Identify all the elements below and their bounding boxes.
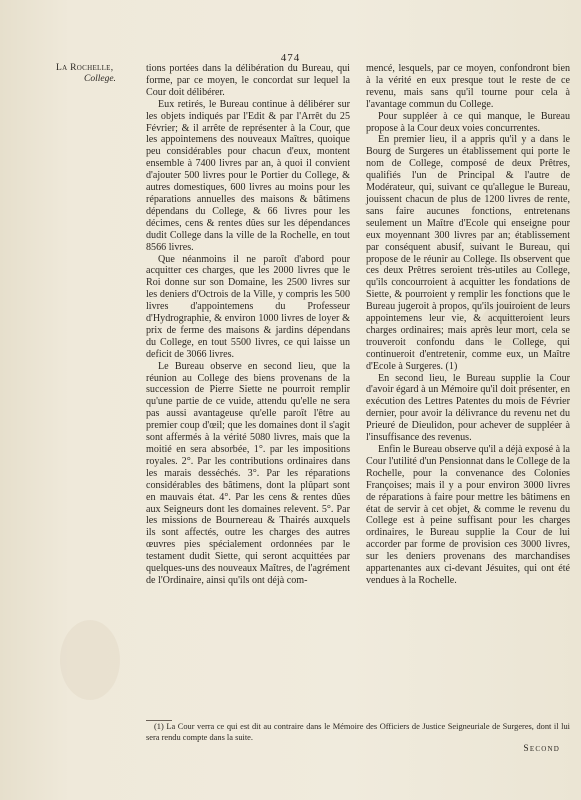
margin-note-subject: College.: [84, 74, 116, 84]
paragraph: Que néanmoins il ne paroît d'abord pour acquitter ces charges, que les 2000 livres que le Roi donne sur son Domaine, les 2500 livres sur les deniers d'Octrois de la Ville, y compris les 500 livres d'appointemens du Professeur d'Hydrographie, & environ 1000 livres de loyer & prix de ferme des maisons & jardins dépendans du College, en tout 5500 livres, ce qui laisse un deficit de 3066 livres.: [146, 253, 350, 360]
paragraph: Enfin le Bureau observe qu'il a déjà exposé à la Cour l'utilité d'un Pensionnat dans le College de la Rochelle, pour la convenance des Colonies Françoises; mais il y a pour environ 3000 livres de réparations à faire pour mettre les bâtimens en état de servir à cet objet, & comme le revenu du College est à peine suffisant pour les charges ordinaires, le Bureau supplie la Cour de lui accorder par forme de provision ces 3000 livres, sur les deniers provenans des marchandises appartenantes aux ci-devant Jésuites, qui ont été vendues à la Rochelle.: [366, 444, 570, 586]
paragraph: mencé, lesquels, par ce moyen, confondront bien à la vérité en eux presque tout le reste de ce revenu, mais sans qu'il tourne pour cela à l'avantage commun du College.: [366, 63, 570, 110]
catchword: Second: [523, 744, 560, 754]
page-number: 474: [280, 52, 301, 64]
footnote-text: (1) La Cour verra ce qui est dit au contraire dans le Mémoire des Officiers de Justice Seigneuriale de Surgeres, dont il lui sera rendu compte dans la suite.: [146, 722, 570, 742]
margin-note: [56, 63, 146, 85]
left-column: [146, 63, 350, 587]
paragraph: tions portées dans la délibération du Bureau, qui forme, par ce moyen, le concordat sur lequel la Cour doit délibérer.: [146, 63, 350, 98]
paragraph: Le Bureau observe en second lieu, que la réunion au College des biens provenans de la succession de Pierre Siette ne pourroit remplir qu'une partie de ce vuide, attendu qu'elle ne sera pas aussi avantageuse qu'elle paroît l'être au premier coup d'œil; que les domaines dont il s'agit sont affermés à la vérité 5080 livres, mais que la moitié en sera absorbée, 1°. par les impositions royales. 2°. Par les contributions ordinaires dans les marais desséchés. 3°. Par les réparations considérables des bâtimens, dont la plûpart sont en mauvais état. 4°. Par les cens & rentes dûes aux Seigneurs dont les domaines relevent. 5°. Par les missions de Bournereau & Thairés auxquels ils sont affectés, outre les charges des autres œuvres pies spécialement ordonnées par le testament dudit Siette, qui seront acquittées par quelques-uns des nouveaux Maîtres, de l'agrément de l'Ordinaire, ainsi qu'ils ont déjà com-: [146, 360, 350, 586]
paragraph: En second lieu, le Bureau supplie la Cour d'avoir égard à un Mémoire qu'il doit présenter, en exécution des Lettres Patentes du mois de Février dernier, pour avoir la délivrance du revenu net du Prieuré de Dieulidon, pour achever de suppléer à l'insuffisance des revenus.: [366, 372, 570, 444]
margin-note-place: La Rochelle,: [56, 63, 114, 73]
paragraph: Pour suppléer à ce qui manque, le Bureau propose à la Cour deux voies concurrentes.: [366, 110, 570, 134]
paragraph: En premier lieu, il a appris qu'il y a dans le Bourg de Surgeres un établissement qui porte le nom de College, composé de deux Prêtres, qualifiés l'un de Principal & l'autre de Modérateur, qui, suivant ce qu'allegue le Bureau, jouissent chacun de plus de 1200 livres de rente, sans faire aucunes fonctions, entretenans seulement un Maître d'Ecole qui enseigne pour eux moyennant 300 livres par an; établissement par conséquent abusif, suivant le Bureau, qui propose de le réunir au College. Ils observent que ces deux Prêtres seroient très-utiles au College, qu'ils concourroient à acquitter les fondations de Siette, & pourroient y remplir les fonctions que le Bureau jugeroit à propos, qu'ils jouiroient de leurs appointemens leur vie, & acquitteroient leurs charges ordinaires; mais après leur mort, cela se trouveroit confondu dans le College, qui continueroit d'entretenir, comme eux, un Maître d'Ecole à Surgeres. (1): [366, 134, 570, 372]
footnote-rule: [146, 720, 172, 721]
footnote: [146, 722, 570, 743]
right-column: [366, 63, 570, 587]
paper-stain: [60, 620, 120, 700]
paragraph: Eux retirés, le Bureau continue à délibérer sur les objets indiqués par l'Edit & par l'Arrêt du 25 Février; & il arrête de représenter à la Cour, que les appointemens des nouveaux Maîtres, quoique peu considérables pour chacun d'eux, montent ensemble à 7400 livres par an, à quoi il convient d'ajouter 500 livres pour le Portier du College, & autres domestiques, 600 livres au moins pour les réparations annuelles des maisons & bâtimens dépendans du College, & 66 livres pour les décimes, cens & rentes dûes sur les dépendances dudit College dans la ville de la Rochelle, en tout 8566 livres.: [146, 98, 350, 253]
